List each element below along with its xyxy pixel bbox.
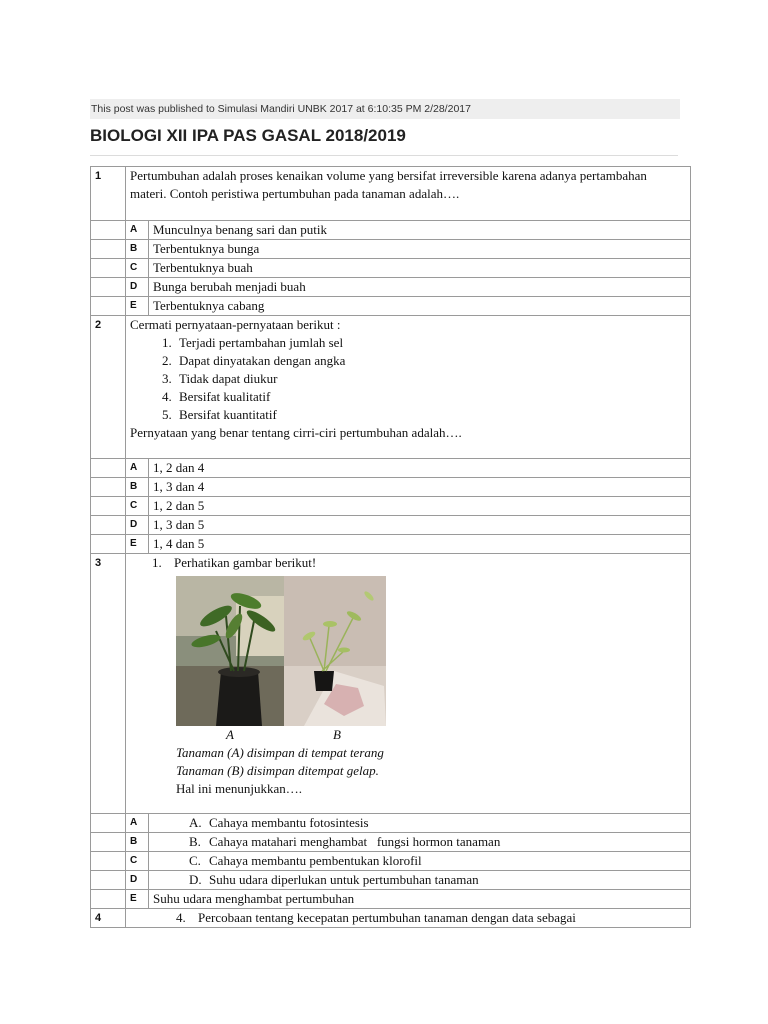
option-row <box>91 516 691 535</box>
question-number: 2 <box>91 316 126 459</box>
statement-list <box>130 334 686 424</box>
option-text: Terbentuknya bunga <box>149 240 691 259</box>
statement-item: 3. Tidak dapat diukur <box>175 370 686 388</box>
option-letter: E <box>126 535 149 554</box>
intro-number: 1. <box>152 555 162 570</box>
publish-note: This post was published to Simulasi Mandiri UNBK 2017 at 6:10:35 PM 2/28/2017 <box>91 103 471 115</box>
question-text: Pertumbuhan adalah proses kenaikan volume yang bersifat irreversible karena adanya pertambahan materi. Contoh peristiwa pertumbuhan pada tanaman adalah…. <box>126 167 691 221</box>
description-line: Tanaman (A) disimpan di tempat terang <box>176 745 384 760</box>
option-sublabel: D. <box>189 872 202 887</box>
option-row <box>91 459 691 478</box>
statement-item: 4. Bersifat kualitatif <box>175 388 686 406</box>
option-text: Suhu udara menghambat pertumbuhan <box>149 890 691 909</box>
option-letter: D <box>126 516 149 535</box>
plant-photos <box>176 576 386 726</box>
option-row <box>91 497 691 516</box>
plant-photo-a-image <box>176 576 284 726</box>
photo-captions <box>176 726 386 744</box>
option-letter: E <box>126 297 149 316</box>
option-sublabel: C. <box>189 853 201 868</box>
question-intro: Perhatikan gambar berikut! <box>174 555 317 570</box>
option-text: Cahaya membantu pembentukan klorofil <box>209 853 422 868</box>
option-text: Munculnya benang sari dan putik <box>149 221 691 240</box>
option-letter: B <box>126 478 149 497</box>
option-text-cell <box>149 814 691 833</box>
option-letter: D <box>126 871 149 890</box>
question-number: 4 <box>91 909 126 928</box>
question-number: 1 <box>91 167 126 221</box>
option-row <box>91 297 691 316</box>
question-sublabel: 4. <box>176 910 186 925</box>
option-sublabel: B. <box>189 834 201 849</box>
plant-photo-a <box>176 576 284 726</box>
option-letter: B <box>126 833 149 852</box>
statement-item: 2. Dapat dinyatakan dengan angka <box>175 352 686 370</box>
question-body <box>126 554 691 814</box>
question-text: Percobaan tentang kecepatan pertumbuhan tanaman dengan data sebagai <box>198 910 576 925</box>
option-row <box>91 833 691 852</box>
statement-item: 1. Terjadi pertambahan jumlah sel <box>175 334 686 352</box>
option-row <box>91 890 691 909</box>
plant-photo-b-image <box>284 576 386 726</box>
option-text-cell <box>149 833 691 852</box>
option-row <box>91 240 691 259</box>
question-number: 3 <box>91 554 126 814</box>
option-row <box>91 535 691 554</box>
document-title: BIOLOGI XII IPA PAS GASAL 2018/2019 <box>90 126 406 145</box>
option-row <box>91 814 691 833</box>
option-text: 1, 3 dan 4 <box>149 478 691 497</box>
question-row <box>91 316 691 459</box>
option-row <box>91 852 691 871</box>
plant-photo-b <box>284 576 386 726</box>
option-text: Terbentuknya cabang <box>149 297 691 316</box>
option-row <box>91 278 691 297</box>
option-text: Cahaya matahari menghambat fungsi hormon tanaman <box>209 834 501 849</box>
publish-note-bar <box>90 99 680 119</box>
caption-b: B <box>333 727 341 742</box>
question-body <box>126 316 691 459</box>
question-intro: Cermati pernyataan-pernyataan berikut : <box>130 317 341 332</box>
option-row <box>91 871 691 890</box>
option-letter: A <box>126 221 149 240</box>
question-intro-line <box>152 554 686 572</box>
quiz-table <box>90 166 691 928</box>
option-letter: C <box>126 497 149 516</box>
option-text: Suhu udara diperlukan untuk pertumbuhan tanaman <box>209 872 479 887</box>
statement-item: 5. Bersifat kuantitatif <box>175 406 686 424</box>
option-text: Terbentuknya buah <box>149 259 691 278</box>
question-row <box>91 167 691 221</box>
option-letter: E <box>126 890 149 909</box>
option-letter: A <box>126 459 149 478</box>
option-letter: C <box>126 259 149 278</box>
option-text: 1, 3 dan 5 <box>149 516 691 535</box>
question-text: Hal ini menunjukkan…. <box>176 781 303 796</box>
question-body <box>126 909 691 928</box>
option-text-cell <box>149 852 691 871</box>
option-text: 1, 4 dan 5 <box>149 535 691 554</box>
option-row <box>91 259 691 278</box>
option-sublabel: A. <box>189 815 202 830</box>
option-row <box>91 478 691 497</box>
option-letter: A <box>126 814 149 833</box>
description-line: Tanaman (B) disimpan ditempat gelap. <box>176 763 379 778</box>
option-text: Bunga berubah menjadi buah <box>149 278 691 297</box>
question-text: Pernyataan yang benar tentang cirri-ciri pertumbuhan adalah…. <box>130 425 462 440</box>
option-text: 1, 2 dan 5 <box>149 497 691 516</box>
option-letter: C <box>126 852 149 871</box>
question-row <box>91 909 691 928</box>
caption-a: A <box>226 727 234 742</box>
option-text-cell <box>149 871 691 890</box>
option-text: 1, 2 dan 4 <box>149 459 691 478</box>
option-text: Cahaya membantu fotosintesis <box>209 815 369 830</box>
option-letter: B <box>126 240 149 259</box>
option-letter: D <box>126 278 149 297</box>
title-divider <box>90 155 678 156</box>
option-row <box>91 221 691 240</box>
question-row <box>91 554 691 814</box>
